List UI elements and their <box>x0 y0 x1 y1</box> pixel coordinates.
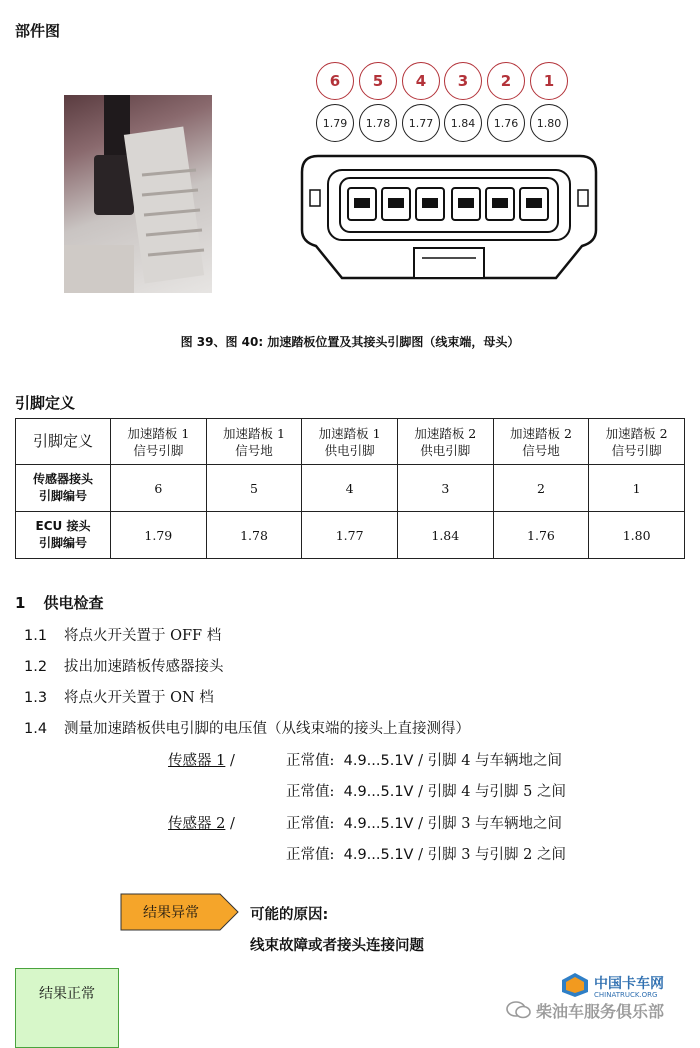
pin-number: 4 <box>402 62 440 100</box>
spec-sensor-label: 传感器 1 / <box>168 753 235 769</box>
row-header: 传感器接头 引脚编号 <box>16 465 111 512</box>
pin-number: 2 <box>487 62 525 100</box>
table-cell: 1.79 <box>111 512 207 559</box>
pin-number: 6 <box>316 62 354 100</box>
step-item: 1.2 拔出加速踏板传感器接头 <box>24 659 224 675</box>
abnormal-result-tag: 结果异常 <box>143 905 199 921</box>
connector-drawing <box>296 150 602 290</box>
figure-caption: 图 39、图 40: 加速踏板位置及其接头引脚图（线束端，母头） <box>180 335 520 349</box>
spec-line: 正常值: 4.9...5.1V / 引脚 4 与引脚 5 之间 <box>286 784 566 800</box>
column-header: 加速踏板 2 供电引脚 <box>397 419 493 465</box>
table-corner: 引脚定义 <box>16 419 111 465</box>
possible-cause-title: 可能的原因: <box>250 907 329 923</box>
watermark-site-en: CHINATRUCK.ORG <box>594 991 658 999</box>
pin-value: 1.76 <box>487 104 525 142</box>
step-item: 1.4 测量加速踏板供电引脚的电压值（从线束端的接头上直接测得） <box>24 721 470 737</box>
table-cell: 1.77 <box>302 512 398 559</box>
wechat-icon <box>506 1000 532 1020</box>
pin-value-row <box>316 104 572 144</box>
chinatruck-logo-icon <box>560 972 590 998</box>
pin-definition-table <box>15 418 685 559</box>
spec-line: 正常值: 4.9...5.1V / 引脚 3 与引脚 2 之间 <box>286 847 566 863</box>
pin-value: 1.79 <box>316 104 354 142</box>
section-heading: 1 供电检查 <box>15 594 104 612</box>
pin-value: 1.77 <box>402 104 440 142</box>
table-row <box>16 465 685 512</box>
table-cell: 1 <box>589 465 685 512</box>
table-cell: 1.76 <box>493 512 589 559</box>
table-row <box>16 512 685 559</box>
step-item: 1.1 将点火开关置于 OFF 档 <box>24 628 222 644</box>
step-item: 1.3 将点火开关置于 ON 档 <box>24 690 214 706</box>
column-header: 加速踏板 2 信号引脚 <box>589 419 685 465</box>
spec-line: 正常值: 4.9...5.1V / 引脚 4 与车辆地之间 <box>286 753 563 769</box>
watermark-site: 中国卡车网 <box>594 976 664 992</box>
pin-value: 1.80 <box>530 104 568 142</box>
table-cell: 3 <box>397 465 493 512</box>
watermark-club: 柴油车服务俱乐部 <box>536 1002 665 1021</box>
table-cell: 1.84 <box>397 512 493 559</box>
pin-number: 3 <box>444 62 482 100</box>
row-header: ECU 接头 引脚编号 <box>16 512 111 559</box>
table-cell: 5 <box>206 465 302 512</box>
table-cell: 1.80 <box>589 512 685 559</box>
possible-cause-detail: 线束故障或者接头连接问题 <box>250 938 424 954</box>
spec-line: 正常值: 4.9...5.1V / 引脚 3 与车辆地之间 <box>286 816 563 832</box>
normal-result-box <box>15 968 119 1048</box>
pin-value: 1.84 <box>444 104 482 142</box>
table-cell: 4 <box>302 465 398 512</box>
column-header: 加速踏板 2 信号地 <box>493 419 589 465</box>
column-header: 加速踏板 1 信号引脚 <box>111 419 207 465</box>
pin-value: 1.78 <box>359 104 397 142</box>
column-header: 加速踏板 1 信号地 <box>206 419 302 465</box>
pin-number-row <box>316 62 572 102</box>
pin-number: 5 <box>359 62 397 100</box>
table-header-row <box>16 419 685 465</box>
pedal-photo <box>64 95 212 293</box>
column-header: 加速踏板 1 供电引脚 <box>302 419 398 465</box>
normal-result-tag: 结果正常 <box>39 986 95 1002</box>
component-diagram-heading: 部件图 <box>15 22 61 40</box>
table-cell: 6 <box>111 465 207 512</box>
table-cell: 1.78 <box>206 512 302 559</box>
spec-sensor-label: 传感器 2 / <box>168 816 235 832</box>
table-cell: 2 <box>493 465 589 512</box>
pin-definition-heading: 引脚定义 <box>15 394 76 412</box>
pin-number: 1 <box>530 62 568 100</box>
